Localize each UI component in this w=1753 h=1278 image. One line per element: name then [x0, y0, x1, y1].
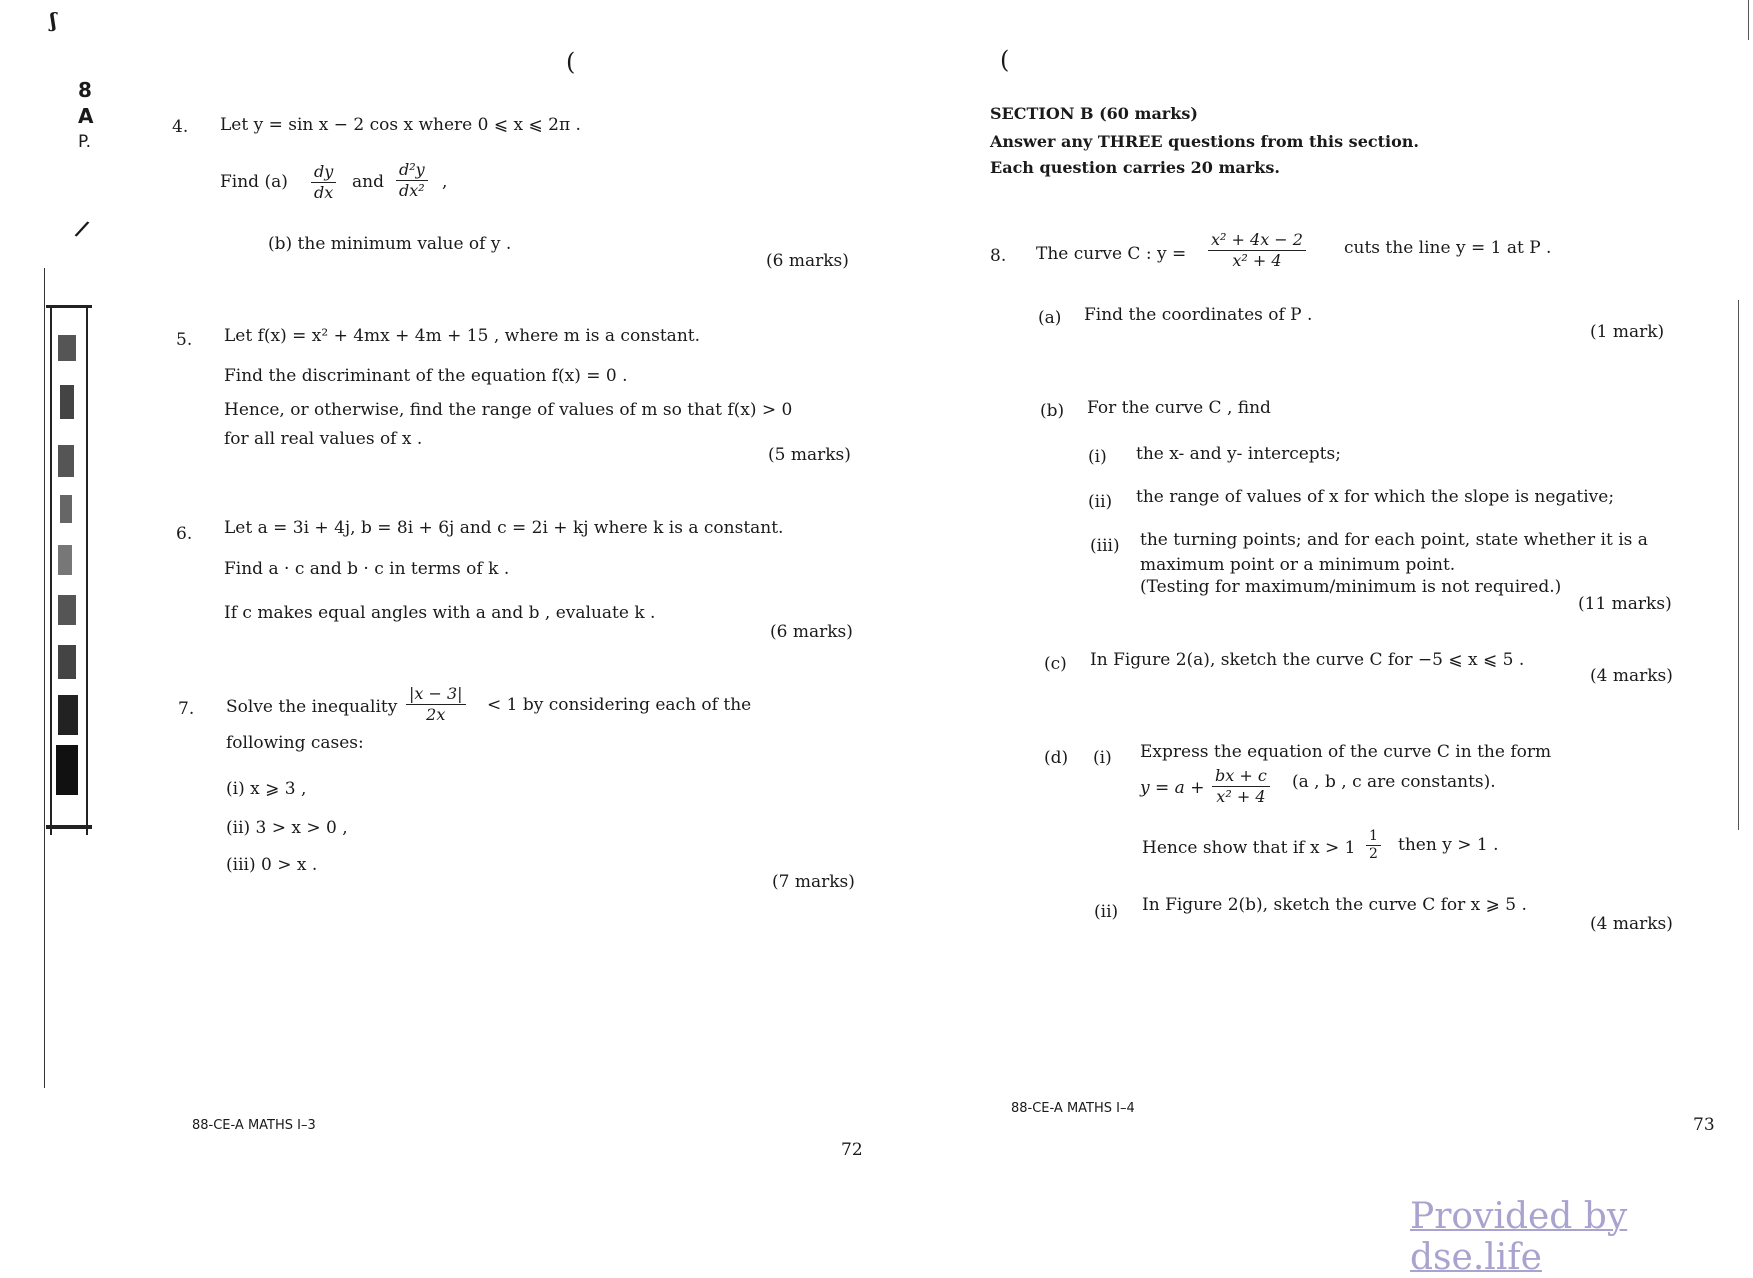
left-footer: 88-CE-A MATHS I–3 — [192, 1118, 316, 1133]
left-page-number: 72 — [841, 1140, 863, 1160]
q8b-marks: (11 marks) — [1578, 594, 1672, 614]
q8b-iii-label: (iii) — [1090, 536, 1120, 556]
margin-glyph-p: P. — [78, 132, 92, 152]
q8b-iii-line1: the turning points; and for each point, state whether it is a — [1140, 530, 1648, 550]
q7-case1: (i) x ⩾ 3 , — [226, 779, 307, 799]
right-edge-line — [1738, 300, 1739, 830]
q5-line4: for all real values of x . — [224, 429, 423, 449]
binding-stamp — [46, 305, 94, 835]
q8b-i-text: the x- and y- intercepts; — [1136, 444, 1341, 464]
q5-marks: (5 marks) — [768, 445, 851, 465]
q8b-label: (b) — [1040, 401, 1065, 421]
q4-find: Find (a) — [220, 172, 288, 192]
q8b-ii-label: (ii) — [1088, 492, 1113, 512]
q5-line1: Let f(x) = x² + 4mx + 4m + 15 , where m is a constant. — [224, 326, 700, 346]
q8d-i-hence-after: then y > 1 . — [1398, 835, 1499, 855]
right-page-number: 73 — [1693, 1115, 1715, 1135]
right-edge-line-top — [1748, 0, 1749, 40]
q7-after: < 1 by considering each of the — [487, 695, 752, 715]
q6-line1: Let a = 3i + 4j, b = 8i + 6j and c = 2i + kj where k is a constant. — [224, 518, 784, 538]
q7-frac: $\frac{|x - 3|}{2x}$ — [406, 684, 466, 725]
q5-line2: Find the discriminant of the equation f(x) = 0 . — [224, 366, 628, 386]
q7-case3: (iii) 0 > x . — [226, 855, 318, 875]
q6-number: 6. — [176, 524, 193, 544]
q8a-text: Find the coordinates of P . — [1084, 305, 1313, 325]
section-instruction-1: Answer any THREE questions from this section. — [990, 132, 1419, 151]
q7-case2: (ii) 3 > x > 0 , — [226, 818, 348, 838]
q8a-marks: (1 mark) — [1590, 322, 1665, 342]
q8d-ii-text: In Figure 2(b), sketch the curve C for x ⩾ 5 . — [1142, 895, 1527, 915]
watermark-link[interactable]: Provided by dse.life — [1410, 1196, 1628, 1278]
right-footer: 88-CE-A MATHS I–4 — [1011, 1101, 1135, 1116]
q7-marks: (7 marks) — [772, 872, 855, 892]
q8b-iii-line3: (Testing for maximum/minimum is not required.) — [1140, 577, 1562, 597]
q8d-i-eq-before: y = a + — [1140, 778, 1205, 798]
margin-slash: / — [72, 215, 92, 243]
q8c-label: (c) — [1044, 654, 1067, 674]
q8-stem-before: The curve C : y = — [1036, 244, 1187, 264]
q8d-i-eq-after: (a , b , c are constants). — [1292, 772, 1496, 792]
q7-solve: Solve the inequality — [226, 697, 398, 717]
q7-number: 7. — [178, 699, 195, 719]
margin-mark: ʃ — [50, 8, 57, 32]
q8d-i-line1: Express the equation of the curve C in the form — [1140, 742, 1552, 762]
q4-frac-d2ydx2: $\frac{\text{d²y}}{\text{dx²}}$ — [396, 160, 428, 201]
q8d-i-frac: $\frac{bx + c}{\text{x² + 4}}$ — [1212, 766, 1270, 807]
q8d-ii-label: (ii) — [1094, 902, 1119, 922]
q4-comma: , — [442, 172, 448, 192]
q8-stem-after: cuts the line y = 1 at P . — [1344, 238, 1552, 258]
section-title: SECTION B (60 marks) — [990, 104, 1198, 123]
q6-line3: If c makes equal angles with a and b , evaluate k . — [224, 603, 656, 623]
q8d-label: (d) — [1044, 748, 1069, 768]
q8c-marks: (4 marks) — [1590, 666, 1673, 686]
q5-line3: Hence, or otherwise, find the range of values of m so that f(x) > 0 — [224, 400, 793, 420]
q8b-text: For the curve C , find — [1087, 398, 1271, 418]
q8d-i-half: $\frac{1}{2}$ — [1366, 828, 1381, 863]
q4-frac-dydx: $\frac{dy}{dx}$ — [311, 162, 336, 203]
q6-line2: Find a · c and b · c in terms of k . — [224, 559, 510, 579]
margin-glyph-8: 8 — [78, 78, 92, 102]
q8d-i-hence-before: Hence show that if x > 1 — [1142, 838, 1356, 858]
q8c-text: In Figure 2(a), sketch the curve C for −5 ⩽ x ⩽ 5 . — [1090, 650, 1525, 670]
q4-part-b: (b) the minimum value of y . — [268, 234, 512, 254]
binding-line — [44, 268, 45, 1088]
q7-line2: following cases: — [226, 733, 364, 753]
q4-and: and — [352, 172, 384, 192]
q8a-label: (a) — [1038, 308, 1062, 328]
q8d-marks: (4 marks) — [1590, 914, 1673, 934]
paren-mark-right: ( — [1000, 46, 1010, 74]
q8b-iii-line2: maximum point or a minimum point. — [1140, 555, 1456, 575]
q8b-i-label: (i) — [1088, 447, 1107, 467]
q8b-ii-text: the range of values of x for which the slope is negative; — [1136, 487, 1615, 507]
paren-mark-left: ( — [566, 48, 576, 76]
q4-marks: (6 marks) — [766, 251, 849, 271]
section-instruction-2: Each question carries 20 marks. — [990, 158, 1280, 177]
q4-stem: Let y = sin x − 2 cos x where 0 ⩽ x ⩽ 2π . — [220, 115, 581, 135]
q4-number: 4. — [172, 117, 189, 137]
q6-marks: (6 marks) — [770, 622, 853, 642]
margin-glyph-a: A — [78, 104, 94, 128]
q5-number: 5. — [176, 330, 193, 350]
q8-number: 8. — [990, 246, 1007, 266]
q8d-i-label: (i) — [1093, 748, 1112, 768]
q8-frac: $\frac{\text{x² + 4x − 2}}{\text{x² + 4}}$ — [1208, 230, 1306, 271]
